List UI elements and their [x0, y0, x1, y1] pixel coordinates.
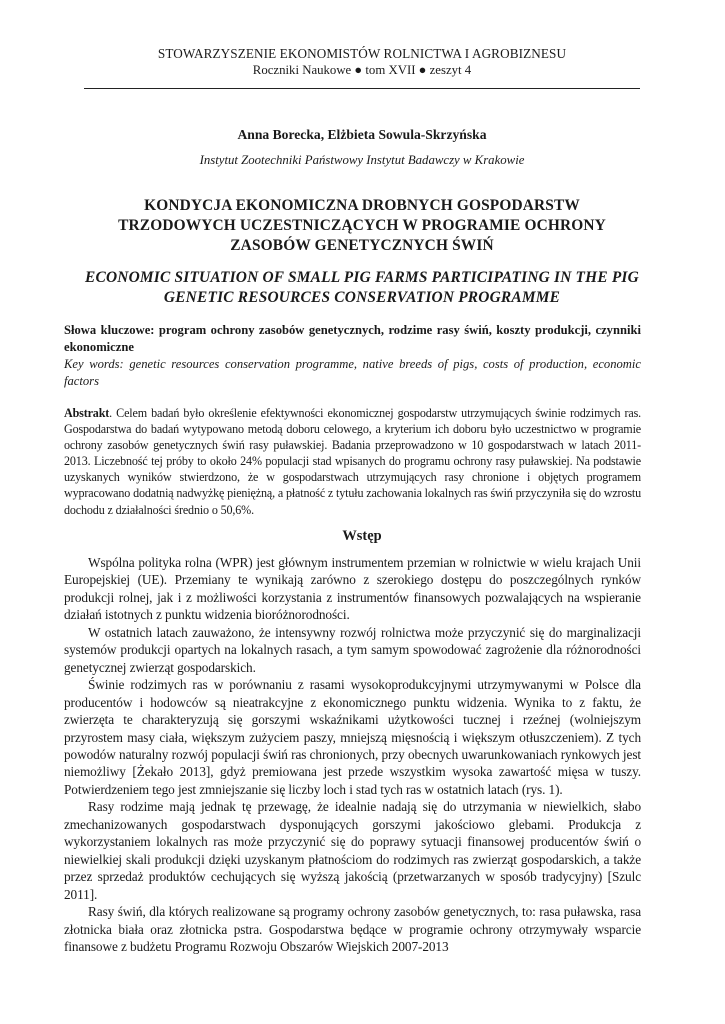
paragraph: Rasy świń, dla których realizowane są programy ochrony zasobów genetycznych, to: rasa puławska, rasa złotnicka biała oraz złotnicka pstra. Gospodarstwa będące w programie ochrony otrzymywały wsparcie finansowe z budżetu Programu Rozwoju Obszarów Wiejskich 2007-2013 [64, 904, 641, 954]
title-polish: KONDYCJA EKONOMICZNA DROBNYCH GOSPODARSTW TRZODOWYCH UCZESTNICZĄCYCH W PROGRAMIE OCHRONY ZASOBÓW GENETYCZNYCH ŚWIŃ [118, 197, 606, 254]
body-text [64, 554, 641, 955]
institution: Instytut Zootechniki Państwowy Instytut Badawczy w Krakowie [199, 153, 525, 167]
abstract [64, 405, 641, 518]
section-title: Wstęp [342, 528, 382, 544]
paragraph: Świnie rodzimych ras w porównaniu z rasami wysokoprodukcyjnymi utrzymywanymi w Polsce dla producentów i hodowców są nieatrakcyjne z ekonomicznego punktu widzenia. Wynika to z faktu, że zwierzęta te charakteryzują się gorszymi wskaźnikami użytkowości tucznej i rzeźnej (wolniejszym przyrostem masy ciała, większym zużyciem paszy, mniejszą mięsnością i większym otłuszczeniem). Z tych powodów naturalny rozwój populacji świń ras chronionych, przy obecnych uwarunkowaniach rynkowych jest niemożliwy [Żekało 2013], gdyż premiowana jest przede wszystkim wysoka zawartość mięsa w tuszy. Potwierdzeniem tego jest zmniejszanie się liczby loch i stad tych ras w ostatnich latach (rys. 1). [64, 677, 641, 797]
abstract-text: . Celem badań było określenie efektywności ekonomicznej gospodarstw utrzymujących świnie rodzimych ras. Gospodarstwa do badań wytypowano metodą doboru celowego, a kryterium ich doboru było uczestnictwo w programie ochrony zasobów genetycznych świń rasy puławskiej. Badania przeprowadzono w 10 gospodarstwach w latach 2011-2013. Liczebność tej próby to około 24% populacji stad wpisanych do programu ochrony rasy puławskiej. Na podstawie uzyskanych wyników stwierdzono, że w gospodarstwach utrzymujących rasy chronione i objętych programem wypracowano dodatnią nadwyżkę pieniężną, a płatność z tytułu zachowania lokalnych ras świń przyczyniła się do wzrostu dochodu z działalności średnio o 50,6%. [64, 406, 641, 517]
paragraph: Wspólna polityka rolna (WPR) jest głównym instrumentem przemian w rolnictwie w wielu krajach Unii Europejskiej (UE). Przemiany te wynikają zarówno z szerokiego dostępu do poszczególnych rynków produkcji rolnej, jak i z możliwości korzystania z instrumentów finansowych pozwalających na wspieranie działań istotnych z punktu widzenia bioróżnorodności. [64, 555, 641, 623]
keywords-english: Key words: genetic resources conservation programme, native breeds of pigs, costs of production, economic factors [64, 357, 641, 388]
paragraph: W ostatnich latach zauważono, że intensywny rozwój rolnictwa może przyczynić się do marginalizacji systemów produkcji opartych na lokalnych rasach, a tym samym spowodować zagrożenie dla różnorodności genetycznej zwierząt gospodarskich. [64, 624, 641, 675]
paragraph: Rasy rodzime mają jednak tę przewagę, że idealnie nadają się do utrzymania w niewielkich, słabo zmechanizowanych gospodarstwach dysponujących gorszymi jakościowo glebami. Produkcja z wykorzystaniem lokalnych ras może przyczynić się do poprawy sytuacji finansowej producentów świń o niewielkiej skali produkcji dzięki uzyskanym płatnościom do rodzimych ras zwierząt gospodarskich, a także przez sprzedaż produktów cechujących się wyższą jakością (przetwarzanych w sposób tradycyjny) [Szulc 2011]. [64, 799, 641, 902]
authors: Anna Borecka, Elżbieta Sowula-Skrzyńska [237, 127, 487, 142]
header-journal: Roczniki Naukowe ● tom XVII ● zeszyt 4 [252, 63, 472, 77]
header-rule [84, 88, 640, 89]
title-english: ECONOMIC SITUATION OF SMALL PIG FARMS PARTICIPATING IN THE PIG GENETIC RESOURCES CONSERVATION PROGRAMME [85, 269, 639, 306]
keywords-polish: Słowa kluczowe: program ochrony zasobów genetycznych, rodzime rasy świń, koszty produkcji, czynniki ekonomiczne [64, 323, 641, 354]
abstract-label: Abstrakt [64, 406, 110, 420]
header-organization: STOWARZYSZENIE EKONOMISTÓW ROLNICTWA I AGROBIZNESU [157, 46, 567, 61]
